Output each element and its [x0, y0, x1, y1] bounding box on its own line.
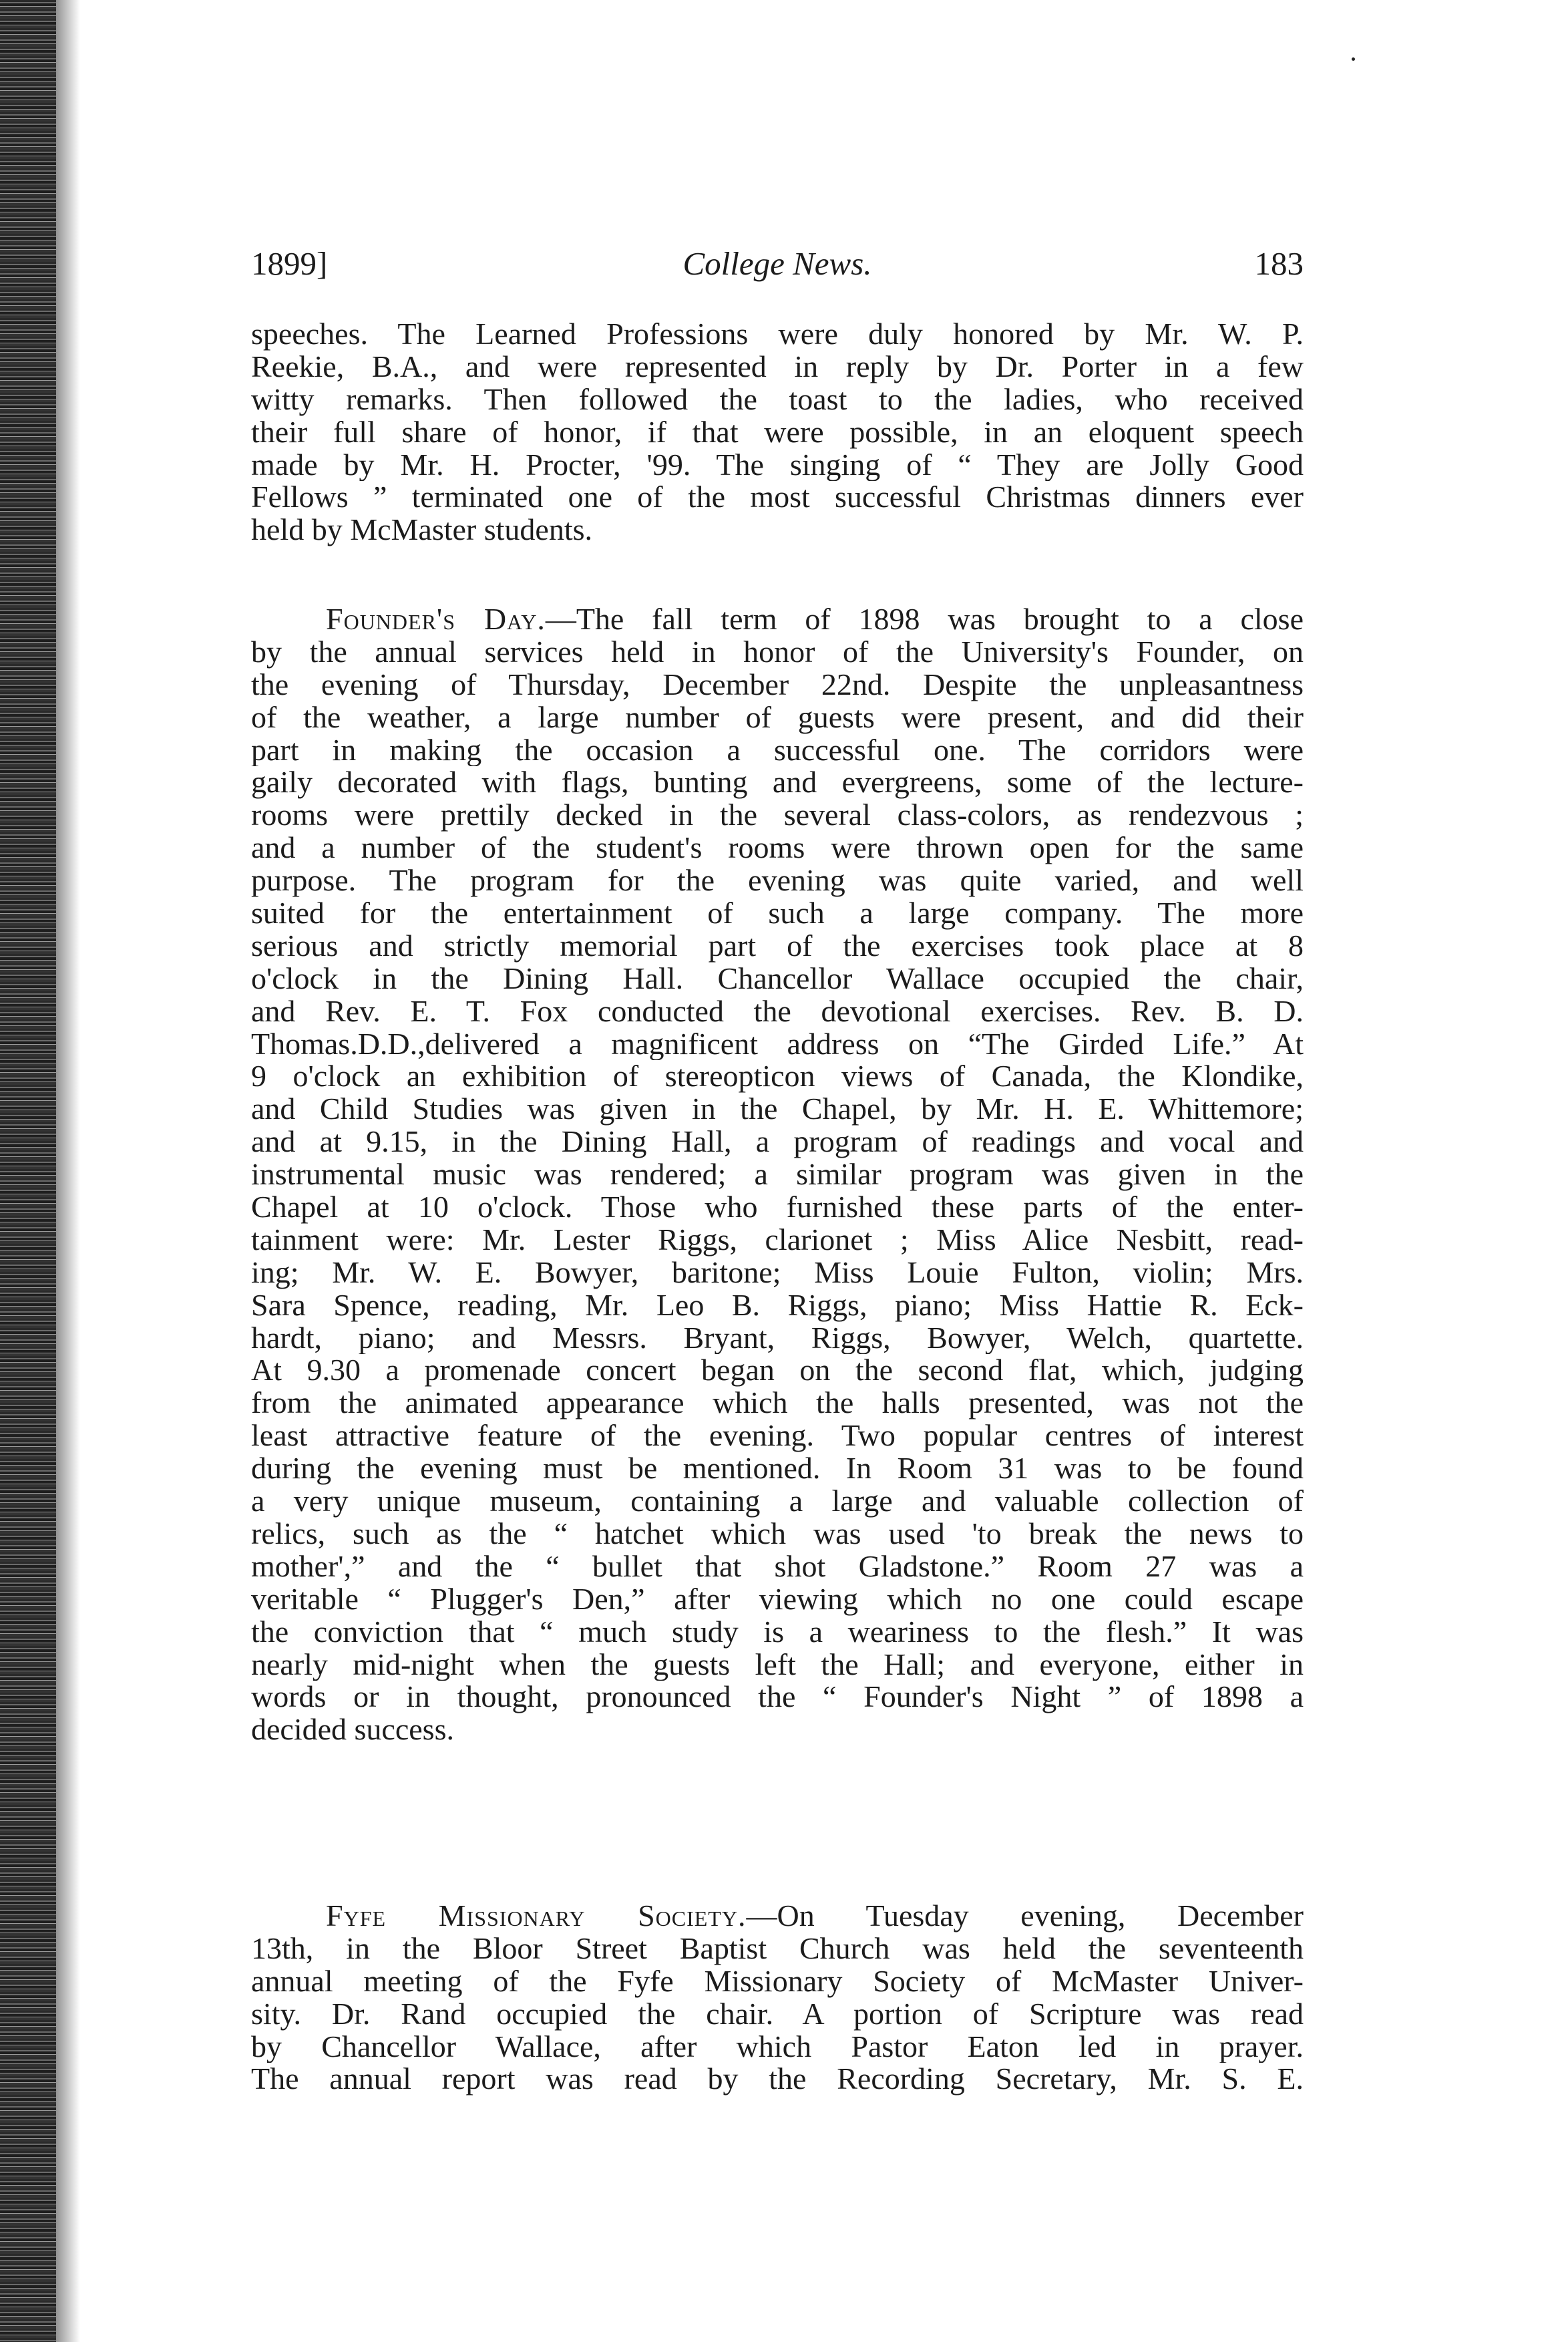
- text-line: gaily decorated with flags, bunting and evergreens, some of the lecture-: [251, 766, 1304, 800]
- text-line: and at 9.15, in the Dining Hall, a program of readings and vocal and: [251, 1126, 1304, 1159]
- header-year: 1899]: [251, 245, 328, 282]
- section-heading-fyfe-missionary-society: Fyfe Missionary Society.: [326, 1900, 747, 1933]
- text-line: mother',” and the “ bullet that shot Gladstone.” Room 27 was a: [251, 1550, 1304, 1583]
- text-line: hardt, piano; and Messrs. Bryant, Riggs, Bowyer, Welch, quartette.: [251, 1321, 1304, 1355]
- scan-binding-shadow: [56, 0, 80, 2342]
- text-line: veritable “ Plugger's Den,” after viewing which no one could escape: [251, 1582, 1304, 1616]
- text-line: 13th, in the Bloor Street Baptist Church was held the seventeenth: [251, 1932, 1304, 1965]
- text-line: decided success.: [251, 1713, 454, 1747]
- text-line: annual meeting of the Fyfe Missionary Society of McMaster Univer-: [251, 1965, 1304, 1998]
- text-run: —On Tuesday evening, December: [746, 1900, 1304, 1933]
- scan-speck: [1352, 57, 1355, 61]
- text-line: suited for the entertainment of such a large company. The more: [251, 897, 1304, 930]
- text-line: least attractive feature of the evening. Two popular centres of interest: [251, 1419, 1304, 1453]
- paragraph-christmas-dinner: [251, 318, 1304, 546]
- text-line: rooms were prettily decked in the several class-colors, as rendezvous ;: [251, 799, 1304, 832]
- text-line: words or in thought, pronounced the “ Founder's Night ” of 1898 a: [251, 1681, 1304, 1714]
- running-head: [251, 244, 1304, 284]
- text-line: their full share of honor, if that were possible, in an eloquent speech: [251, 415, 1304, 449]
- text-line: sity. Dr. Rand occupied the chair. A portion of Scripture was read: [251, 1997, 1304, 2031]
- text-line: by the annual services held in honor of the University's Founder, on: [251, 635, 1304, 669]
- text-line: and Rev. E. T. Fox conducted the devotional exercises. Rev. B. D.: [251, 995, 1304, 1028]
- text-line: Chapel at 10 o'clock. Those who furnished these parts of the enter-: [251, 1191, 1304, 1224]
- paragraph-founders-day: [251, 603, 1304, 1746]
- text-line: Thomas.D.D.,delivered a magnificent address on “The Girded Life.” At: [251, 1027, 1304, 1061]
- text-line: held by McMaster students.: [251, 514, 593, 547]
- text-line: The annual report was read by the Recording Secretary, Mr. S. E.: [251, 2063, 1304, 2096]
- text-line: instrumental music was rendered; a similar program was given in the: [251, 1158, 1304, 1192]
- scan-binding-edge: [0, 0, 56, 2342]
- text-line: purpose. The program for the evening was quite varied, and well: [251, 864, 1304, 898]
- text-line: o'clock in the Dining Hall. Chancellor Wallace occupied the chair,: [251, 962, 1304, 995]
- text-run: —The fall term of 1898 was brought to a close: [545, 603, 1304, 636]
- text-line: [251, 1900, 1304, 1933]
- text-line: by Chancellor Wallace, after which Pastor Eaton led in prayer.: [251, 2030, 1304, 2063]
- text-line: At 9.30 a promenade concert began on the second flat, which, judging: [251, 1354, 1304, 1387]
- header-page-number: 183: [1254, 245, 1304, 282]
- text-line: nearly mid-night when the guests left the Hall; and everyone, either in: [251, 1648, 1304, 1681]
- text-line: ing; Mr. W. E. Bowyer, baritone; Miss Louie Fulton, violin; Mrs.: [251, 1256, 1304, 1289]
- paragraph-fyfe-missionary-society: [251, 1900, 1304, 2096]
- section-heading-founders-day: Founder's Day.: [326, 603, 546, 636]
- text-line: 9 o'clock an exhibition of stereopticon views of Canada, the Klondike,: [251, 1060, 1304, 1094]
- text-line: made by Mr. H. Procter, '99. The singing of “ They are Jolly Good: [251, 448, 1304, 482]
- text-line: during the evening must be mentioned. In Room 31 was to be found: [251, 1452, 1304, 1486]
- text-line: speeches. The Learned Professions were duly honored by Mr. W. P.: [251, 318, 1304, 351]
- header-section-title: College News.: [682, 245, 872, 282]
- text-line: and Child Studies was given in the Chapel, by Mr. H. E. Whittemore;: [251, 1093, 1304, 1126]
- text-line: part in making the occasion a successful one. The corridors were: [251, 733, 1304, 767]
- text-line: a very unique museum, containing a large and valuable collection of: [251, 1485, 1304, 1518]
- text-line: serious and strictly memorial part of the exercises took place at 8: [251, 929, 1304, 963]
- text-line: and a number of the student's rooms were thrown open for the same: [251, 832, 1304, 865]
- text-line: relics, such as the “ hatchet which was used 'to break the news to: [251, 1517, 1304, 1550]
- text-line: the evening of Thursday, December 22nd. Despite the unpleasantness: [251, 668, 1304, 701]
- text-line: the conviction that “ much study is a weariness to the flesh.” It was: [251, 1615, 1304, 1649]
- text-line: of the weather, a large number of guests were present, and did their: [251, 701, 1304, 734]
- text-line: from the animated appearance which the halls presented, was not the: [251, 1387, 1304, 1420]
- text-line: witty remarks. Then followed the toast to the ladies, who received: [251, 383, 1304, 416]
- text-line: tainment were: Mr. Lester Riggs, clarionet ; Miss Alice Nesbitt, read-: [251, 1223, 1304, 1257]
- text-line: Reekie, B.A., and were represented in reply by Dr. Porter in a few: [251, 350, 1304, 383]
- text-line: [251, 603, 1304, 636]
- text-line: Fellows ” terminated one of the most successful Christmas dinners ever: [251, 481, 1304, 514]
- text-line: Sara Spence, reading, Mr. Leo B. Riggs, piano; Miss Hattie R. Eck-: [251, 1289, 1304, 1322]
